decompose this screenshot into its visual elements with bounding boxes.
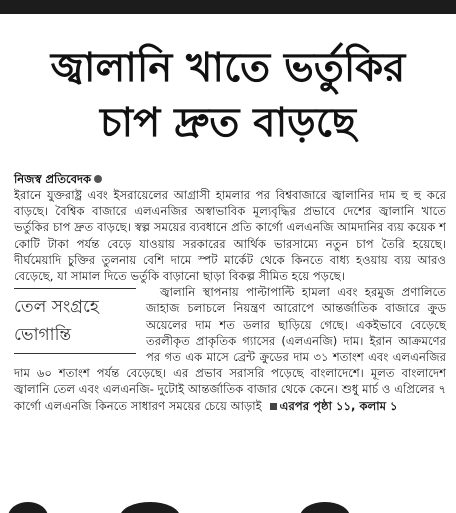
paragraph-1-text: ইরানে যুক্তরাষ্ট্র এবং ইসরায়েলের আগ্রাসী হামলার পর বিশ্ববাজারে জ্বালানির দাম হু হু করে বাড়ছে। বৈশ্বিক বাজারে এলএনজির অস্বাভাবিক মূল্যবৃদ্ধির প্রভাবে দেশের জ্বালানি খাতে ভর্তুকির চাপ দ্রুত বাড়ছে। স্বল্প সময়ের ব্যবধানে প্রতি কার্গো এলএনজি আমদানির ব্যয় কয়েক শ কোটি টাকা পর্যন্ত বেড়ে যাওয়ায় সরকারের আর্থিক ভারসাম্যে নতুন চাপ তৈরি হয়েছে। দীর্ঘমেয়াদি চুক্তির তুলনায় বেশি দামে স্পট মার্কেট থেকে কিনতে বাধ্য হওয়ায় ব্যয় আরও বেড়েছে, যা সামাল দিতে ভর্তুকি বাড়ানো ছাড়া বিকল্প সীমিত হয়ে পড়ছে। bbox=[14, 188, 446, 284]
headline bbox=[0, 40, 456, 150]
next-headline-fragment bbox=[0, 500, 456, 513]
paragraph-2-text: জ্বালানি স্থাপনায় পাল্টাপাল্টি হামলা এবং হরমুজ প্রণালিতে জাহাজ চলাচলে নিয়ন্ত্রণ আরোপে আন্তর্জাতিক বাজারে ক্রুড অয়েলের দাম শত ডলার ছাড়িয়ে গেছে। একইভাবে বেড়েছে তরলীকৃত প্রাকৃতিক গ্যাসের (এলএনজি) দাম। ইরান আক্রমণের পর গত এক মাসে ব্রেন্ট ক্রুডের দাম ৩১ শতাংশ এবং এলএনজির দাম ৬০ শতাংশ পর্যন্ত বেড়েছে। এর প্রভাব সরাসরি পড়েছে বাংলাদেশে। মূলত বাংলাদেশ জ্বালানি তেল এবং এলএনজি- দুটোই আন্তর্জাতিক বাজার থেকে কেনে। শুধু মার্চ ও এপ্রিলের ৭ কার্গো এলএনজি কিনতে সাধারণ সময়ের চেয়ে আড়াই bbox=[14, 285, 446, 413]
glyph-fragment bbox=[120, 502, 180, 513]
pull-quote-line-1: তেল সংগ্রহে bbox=[14, 297, 99, 318]
square-bullet-icon bbox=[270, 403, 277, 410]
continuation-text: এরপর পৃষ্ঠা ১১, কলাম ১ bbox=[279, 398, 398, 413]
glyph-fragment bbox=[300, 502, 350, 513]
article-paragraph-1 bbox=[14, 187, 446, 284]
headline-line-2: চাপ দ্রুত বাড়ছে bbox=[99, 99, 357, 146]
bullet-dot-icon bbox=[94, 175, 102, 183]
article-body bbox=[14, 187, 446, 414]
pull-quote-line-2: ভোগান্তি bbox=[14, 325, 72, 346]
byline-text: নিজস্ব প্রতিবেদক bbox=[14, 172, 92, 186]
pull-quote bbox=[14, 288, 136, 354]
glyph-fragment bbox=[8, 502, 48, 513]
headline-line-1: জ্বালানি খাতে ভর্তুকির bbox=[50, 44, 406, 91]
top-rule bbox=[0, 0, 456, 14]
byline bbox=[14, 171, 102, 187]
continuation-link[interactable] bbox=[262, 399, 398, 413]
